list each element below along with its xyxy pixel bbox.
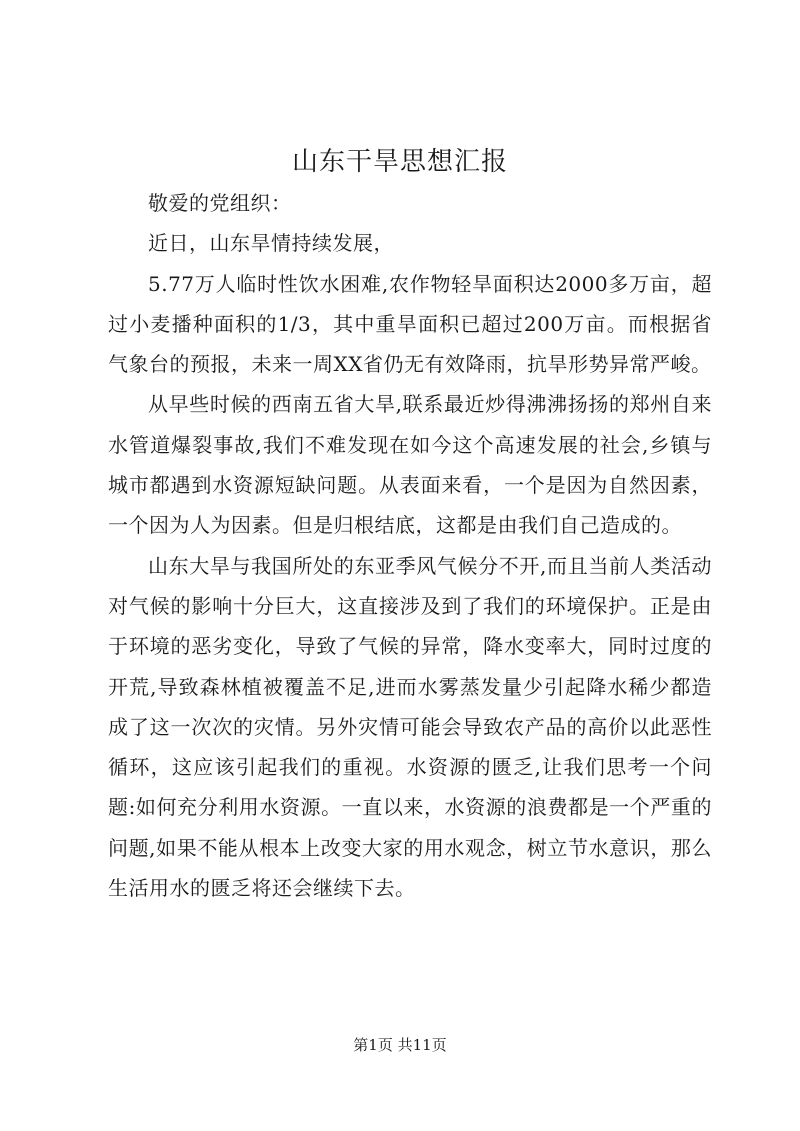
page-footer: 第1页 共11页 xyxy=(353,1036,447,1054)
paragraph-drought-stats: 5.77万人临时性饮水困难,农作物轻旱面积达2000多万亩，超过小麦播种面积的1/3，其中重旱面积已超过200万亩。而根据省气象台的预报，未来一周XX省仍无有效降雨，抗旱形势异常严峻。 xyxy=(108,271,712,377)
salutation: 敬爱的党组织： xyxy=(148,191,292,215)
paragraph-climate-environment: 山东大旱与我国所处的东亚季风气候分不开,而且当前人类活动对气候的影响十分巨大，这直接涉及到了我们的环境保护。正是由于环境的恶劣变化，导致了气候的异常，降水变率大，同时过度的开荒,导致森林植被覆盖不足,进而水雾蒸发量少引起降水稀少都造成了这一次次的灾情。另外灾情可能会导致农产品的高价以此恶性循环，这应该引起我们的重视。水资源的匮乏,让我们思考一个问题:如何充分利用水资源。一直以来，水资源的浪费都是一个严重的问题,如果不能从根本上改变大家的用水观念，树立节水意识，那么生活用水的匮乏将还会继续下去。 xyxy=(108,553,712,901)
paragraph-water-shortage: 从早些时候的西南五省大旱,联系最近炒得沸沸扬扬的郑州自来水管道爆裂事故,我们不难发现在如今这个高速发展的社会,乡镇与城市都遇到水资源短缺问题。从表面来看，一个是因为自然因素，一个因为人为因素。但是归根结底，这都是由我们自己造成的。 xyxy=(108,392,712,538)
paragraph-intro: 近日，山东旱情持续发展， xyxy=(148,231,394,256)
document-body xyxy=(108,183,712,908)
document-title: 山东干旱思想汇报 xyxy=(291,147,508,177)
